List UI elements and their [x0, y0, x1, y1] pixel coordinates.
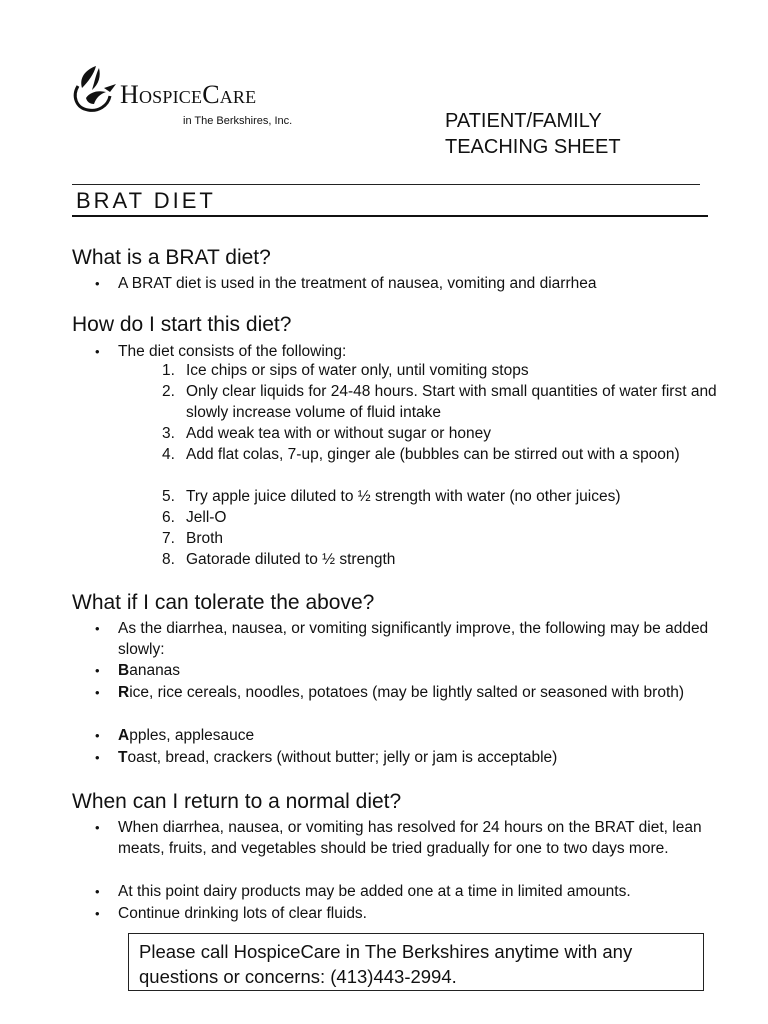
- item-number: 5.: [162, 488, 175, 505]
- numbered-item: [162, 360, 722, 381]
- bullet-rest: oast, bread, crackers (without butter; jelly or jam is acceptable): [127, 749, 558, 766]
- bullet-item: [95, 817, 735, 859]
- bullet-item: [95, 618, 735, 660]
- section-heading: When can I return to a normal diet?: [72, 790, 402, 813]
- item-text: Try apple juice diluted to ½ strength with water (no other juices): [186, 488, 621, 505]
- bullet-text: At this point dairy products may be added one at a time in limited amounts.: [118, 883, 631, 900]
- sheet-title-line: PATIENT/FAMILY: [445, 110, 602, 132]
- numbered-item: [162, 528, 722, 549]
- bullet-text: [118, 747, 735, 768]
- item-text: Ice chips or sips of water only, until vomiting stops: [186, 362, 529, 379]
- item-number: 8.: [162, 551, 175, 568]
- divider-line: [72, 215, 708, 217]
- bullet-text: The diet consists of the following:: [118, 343, 347, 360]
- section-heading: What is a BRAT diet?: [72, 246, 271, 269]
- divider-line: [72, 184, 700, 185]
- item-number: 7.: [162, 530, 175, 547]
- brat-letter: B: [118, 662, 130, 679]
- numbered-item: [162, 423, 722, 444]
- bullet-item: [95, 725, 735, 746]
- bullet-item: [95, 881, 735, 902]
- item-number: 3.: [162, 425, 175, 442]
- brat-letter: A: [118, 727, 130, 744]
- dove-leaf-icon: [70, 62, 122, 114]
- hospicecare-logo: [70, 62, 320, 127]
- item-text: Broth: [186, 530, 224, 547]
- bullet-icon: •: [95, 621, 100, 636]
- item-text: Gatorade diluted to ½ strength: [186, 551, 396, 568]
- bullet-item: [95, 273, 735, 294]
- logo-wordmark: HospiceCare: [120, 80, 257, 109]
- item-number: 1.: [162, 362, 175, 379]
- numbered-item: [162, 507, 722, 528]
- item-number: 2.: [162, 383, 175, 400]
- bullet-text: [118, 682, 735, 703]
- brat-letter: T: [118, 749, 128, 766]
- numbered-item: [162, 381, 722, 423]
- numbered-item: [162, 444, 722, 465]
- brat-letter: R: [118, 684, 130, 701]
- item-text: Add weak tea with or without sugar or honey: [186, 425, 492, 442]
- bullet-icon: •: [95, 344, 100, 359]
- bullet-item: [95, 682, 735, 703]
- bullet-item: [95, 341, 735, 362]
- document-title: BRAT DIET: [76, 188, 216, 213]
- bullet-item: [95, 747, 735, 768]
- numbered-item: [162, 549, 722, 570]
- bullet-text: When diarrhea, nausea, or vomiting has resolved for 24 hours on the BRAT diet, lean meats, fruits, and vegetables should be tried gradually for one to two days more.: [118, 819, 702, 857]
- bullet-icon: •: [95, 906, 100, 921]
- section-heading: What if I can tolerate the above?: [72, 591, 375, 614]
- item-number: 4.: [162, 446, 175, 463]
- sheet-title-line: TEACHING SHEET: [445, 136, 621, 158]
- bullet-item: [95, 660, 735, 681]
- section-heading: How do I start this diet?: [72, 313, 292, 336]
- bullet-text: Continue drinking lots of clear fluids.: [118, 905, 367, 922]
- sheet-title: [445, 108, 621, 160]
- bullet-text: As the diarrhea, nausea, or vomiting significantly improve, the following may be added slowly:: [118, 620, 709, 658]
- bullet-item: [95, 903, 735, 924]
- contact-note-box: Please call HospiceCare in The Berkshires anytime with any questions or concerns: (413)443-2994.: [128, 933, 704, 991]
- bullet-icon: •: [95, 276, 100, 291]
- numbered-item: [162, 486, 722, 507]
- bullet-text: [118, 660, 735, 681]
- item-number: 6.: [162, 509, 175, 526]
- bullet-rest: ananas: [129, 662, 181, 679]
- bullet-icon: •: [95, 728, 100, 743]
- bullet-icon: •: [95, 663, 100, 678]
- item-text: Add flat colas, 7-up, ginger ale (bubbles can be stirred out with a spoon): [186, 446, 680, 463]
- bullet-rest: ice, rice cereals, noodles, potatoes (may be lightly salted or seasoned with broth): [129, 684, 685, 701]
- bullet-text: [118, 725, 735, 746]
- bullet-icon: •: [95, 750, 100, 765]
- bullet-icon: •: [95, 884, 100, 899]
- bullet-text: A BRAT diet is used in the treatment of nausea, vomiting and diarrhea: [118, 275, 597, 292]
- bullet-icon: •: [95, 820, 100, 835]
- logo-subtitle: in The Berkshires, Inc.: [183, 115, 293, 127]
- item-text: Only clear liquids for 24-48 hours. Start with small quantities of water first and slowly increase volume of fluid intake: [186, 383, 717, 421]
- item-text: Jell-O: [186, 509, 227, 526]
- bullet-icon: •: [95, 685, 100, 700]
- bullet-rest: pples, applesauce: [129, 727, 255, 744]
